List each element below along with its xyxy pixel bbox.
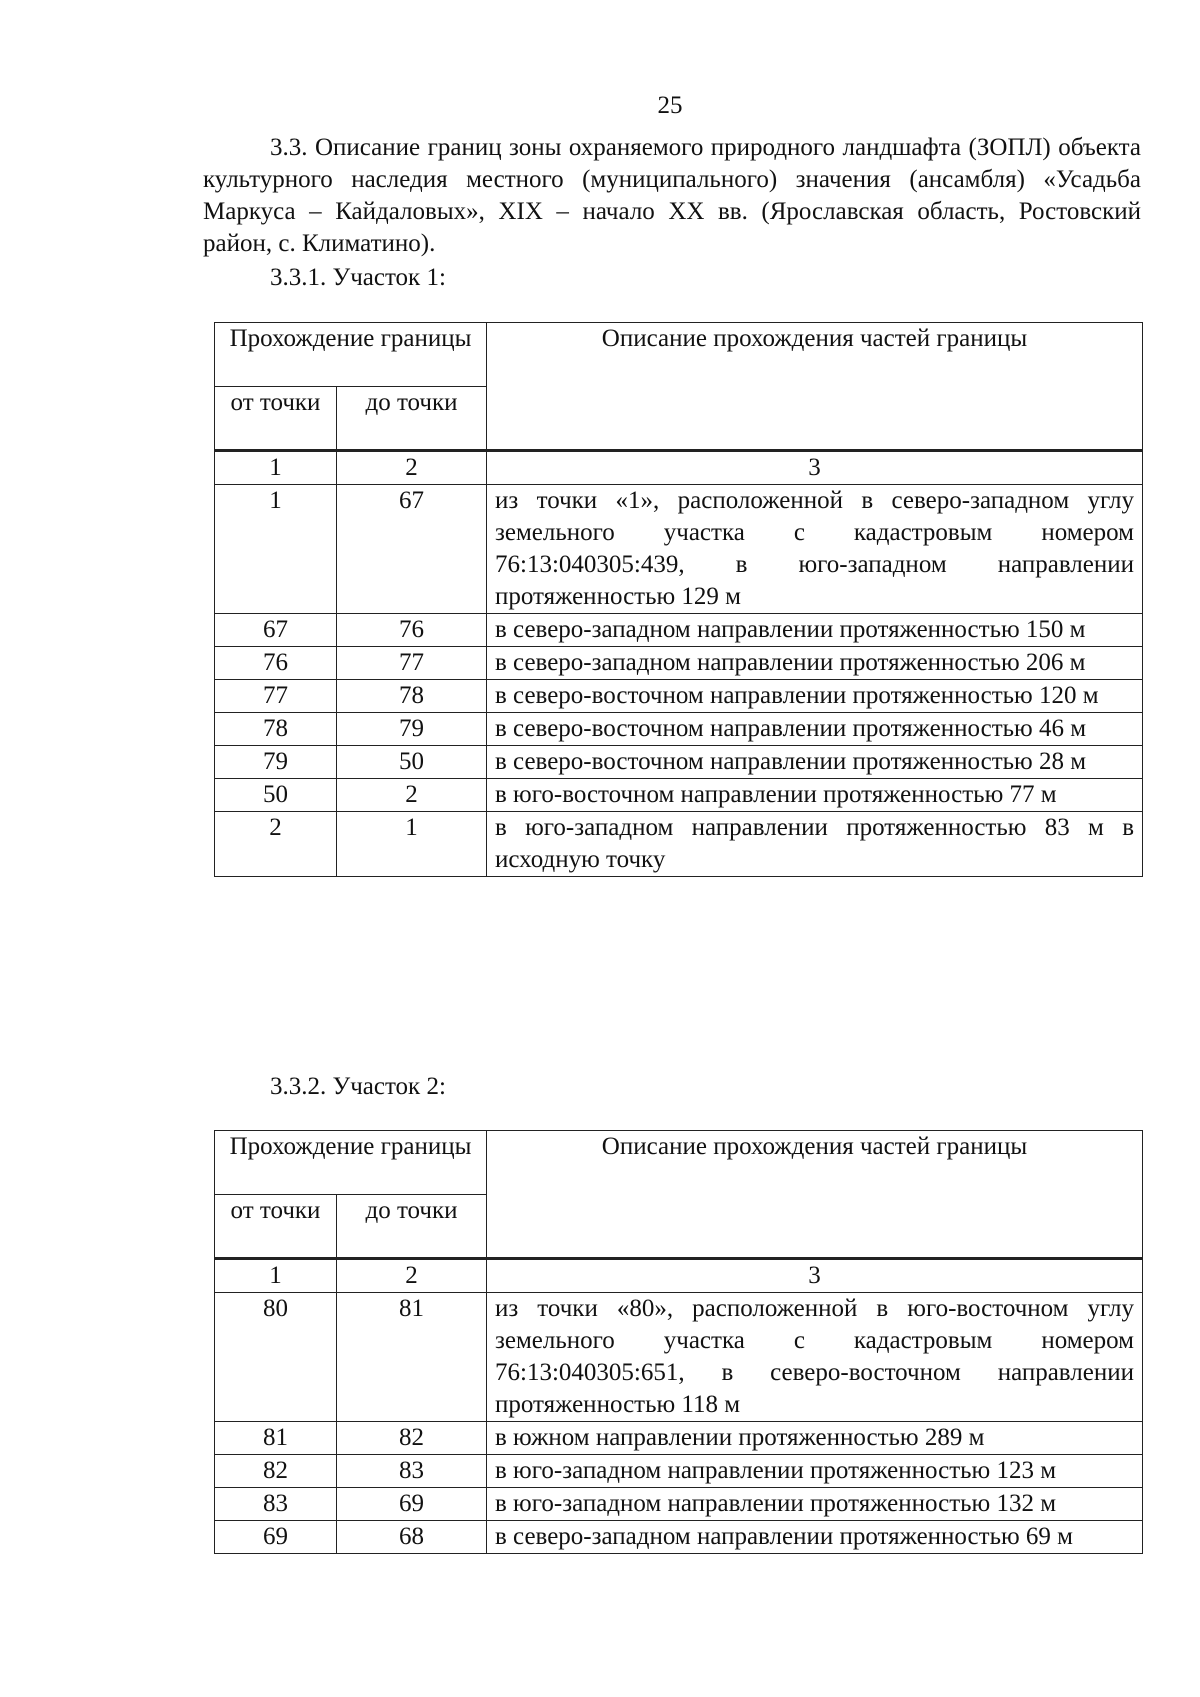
boundary-description: в юго-западном направлении протяженностью 83 м в исходную точку <box>487 812 1143 877</box>
page-number: 25 <box>657 92 683 119</box>
from-point: 80 <box>215 1293 337 1422</box>
boundary-description: в северо-восточном направлении протяженностью 120 м <box>487 680 1143 713</box>
table-row <box>215 647 1143 680</box>
from-point: 76 <box>215 647 337 680</box>
to-point: 82 <box>337 1422 487 1455</box>
table-row <box>215 1455 1143 1488</box>
to-point: 67 <box>337 485 487 614</box>
section-2-heading: 3.3.2. Участок 2: <box>270 1073 446 1100</box>
boundary-description: в северо-западном направлении протяженностью 150 м <box>487 614 1143 647</box>
header-from-point: от точки <box>215 1195 337 1259</box>
to-point: 69 <box>337 1488 487 1521</box>
to-point: 77 <box>337 647 487 680</box>
colnum-2: 2 <box>337 1259 487 1293</box>
to-point: 83 <box>337 1455 487 1488</box>
boundary-description: в северо-восточном направлении протяженностью 28 м <box>487 746 1143 779</box>
to-point: 78 <box>337 680 487 713</box>
from-point: 1 <box>215 485 337 614</box>
header-to-point: до точки <box>337 387 487 451</box>
intro-paragraph: 3.3. Описание границ зоны охраняемого природного ландшафта (ЗОПЛ) объекта культурного наследия местного (муниципального) значения (ансамбля) «Усадьба Маркуса – Кайдаловых», XIX – начало XX вв. (Ярославская область, Ростовский район, с. Климатино). <box>203 134 1141 257</box>
header-description: Описание прохождения частей границы <box>487 1131 1143 1259</box>
table-row <box>215 1422 1143 1455</box>
section-1-heading: 3.3.1. Участок 1: <box>270 264 446 291</box>
table-row <box>215 485 1143 614</box>
table-row <box>215 680 1143 713</box>
table-row <box>215 1488 1143 1521</box>
from-point: 79 <box>215 746 337 779</box>
colnum-3: 3 <box>487 1259 1143 1293</box>
section-intro <box>203 132 1141 260</box>
table-row <box>215 614 1143 647</box>
to-point: 76 <box>337 614 487 647</box>
from-point: 50 <box>215 779 337 812</box>
table-row <box>215 746 1143 779</box>
from-point: 83 <box>215 1488 337 1521</box>
column-number-row <box>215 1259 1143 1293</box>
from-point: 69 <box>215 1521 337 1554</box>
table-row <box>215 1293 1143 1422</box>
boundary-description: в юго-западном направлении протяженностью 123 м <box>487 1455 1143 1488</box>
to-point: 50 <box>337 746 487 779</box>
header-description: Описание прохождения частей границы <box>487 323 1143 451</box>
to-point: 79 <box>337 713 487 746</box>
header-from-point: от точки <box>215 387 337 451</box>
from-point: 2 <box>215 812 337 877</box>
colnum-3: 3 <box>487 451 1143 485</box>
to-point: 81 <box>337 1293 487 1422</box>
colnum-1: 1 <box>215 1259 337 1293</box>
boundary-description: в северо-восточном направлении протяженностью 46 м <box>487 713 1143 746</box>
to-point: 1 <box>337 812 487 877</box>
boundary-description: в северо-западном направлении протяженностью 69 м <box>487 1521 1143 1554</box>
from-point: 78 <box>215 713 337 746</box>
boundary-description: из точки «80», расположенной в юго-восточном углу земельного участка с кадастровым номером 76:13:040305:651, в северо-восточном направлении протяженностью 118 м <box>487 1293 1143 1422</box>
boundary-description: в северо-западном направлении протяженностью 206 м <box>487 647 1143 680</box>
column-number-row <box>215 451 1143 485</box>
table-row <box>215 779 1143 812</box>
boundary-description: в юго-западном направлении протяженностью 132 м <box>487 1488 1143 1521</box>
from-point: 82 <box>215 1455 337 1488</box>
boundary-table-2 <box>214 1130 1143 1554</box>
header-to-point: до точки <box>337 1195 487 1259</box>
from-point: 77 <box>215 680 337 713</box>
boundary-description: в юго-восточном направлении протяженностью 77 м <box>487 779 1143 812</box>
from-point: 67 <box>215 614 337 647</box>
from-point: 81 <box>215 1422 337 1455</box>
table-row <box>215 812 1143 877</box>
boundary-description: из точки «1», расположенной в северо-западном углу земельного участка с кадастровым номером 76:13:040305:439, в юго-западном направлении протяженностью 129 м <box>487 485 1143 614</box>
colnum-1: 1 <box>215 451 337 485</box>
table-row <box>215 713 1143 746</box>
header-boundary-passage: Прохождение границы <box>215 323 487 387</box>
to-point: 68 <box>337 1521 487 1554</box>
to-point: 2 <box>337 779 487 812</box>
boundary-description: в южном направлении протяженностью 289 м <box>487 1422 1143 1455</box>
colnum-2: 2 <box>337 451 487 485</box>
header-boundary-passage: Прохождение границы <box>215 1131 487 1195</box>
boundary-table-1 <box>214 322 1143 877</box>
table-row <box>215 1521 1143 1554</box>
